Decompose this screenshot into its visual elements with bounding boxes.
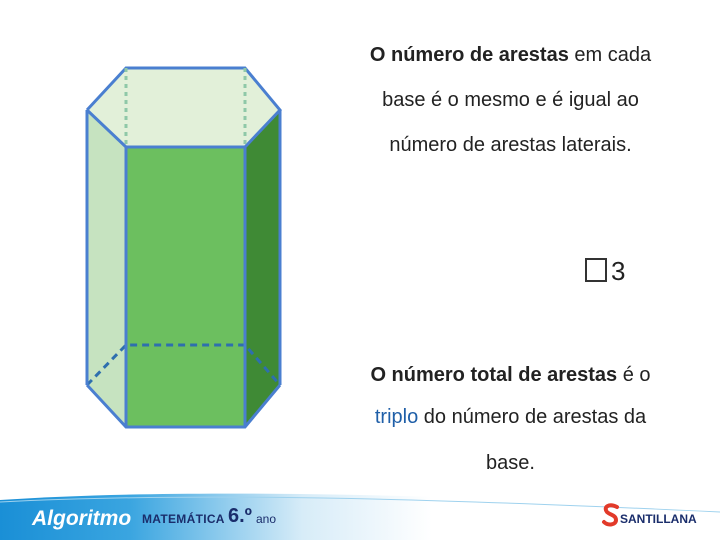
statement-line-1: [338, 44, 683, 67]
subject-label: MATEMÁTICA: [142, 512, 225, 526]
grade-unit-label: ano: [256, 512, 277, 526]
triplo-highlight: triplo: [374, 406, 419, 428]
grade-label: 6.º: [228, 505, 252, 527]
brand-logo-text: Algoritmo: [32, 507, 132, 530]
conclusion-line-2: [338, 406, 683, 429]
statement-line-1-rest: em cada: [568, 44, 652, 66]
hexagonal-prism-figure: [0, 0, 330, 470]
santillana-logo-icon: [601, 503, 621, 527]
conclusion-line-1: [338, 364, 683, 387]
multiplier-value: 3: [611, 256, 626, 286]
publisher-name: SANTILLANA: [620, 512, 697, 526]
conclusion-line-2-rest: do número de arestas da: [418, 406, 647, 428]
conclusion-line-1-rest: é o: [617, 364, 651, 386]
statement-line-1-bold: O número de arestas: [369, 44, 569, 66]
prism-front-face: [126, 147, 245, 427]
statement-line-3: número de arestas laterais.: [389, 134, 632, 156]
conclusion-line-3: base.: [486, 452, 535, 474]
prism-left-face: [87, 110, 126, 427]
multiplier-label: [585, 256, 625, 287]
statement-line-2: base é o mesmo e é igual ao: [382, 89, 639, 111]
conclusion-line-1-bold: O número total de arestas: [370, 364, 618, 386]
multiply-symbol-icon: [585, 258, 607, 282]
